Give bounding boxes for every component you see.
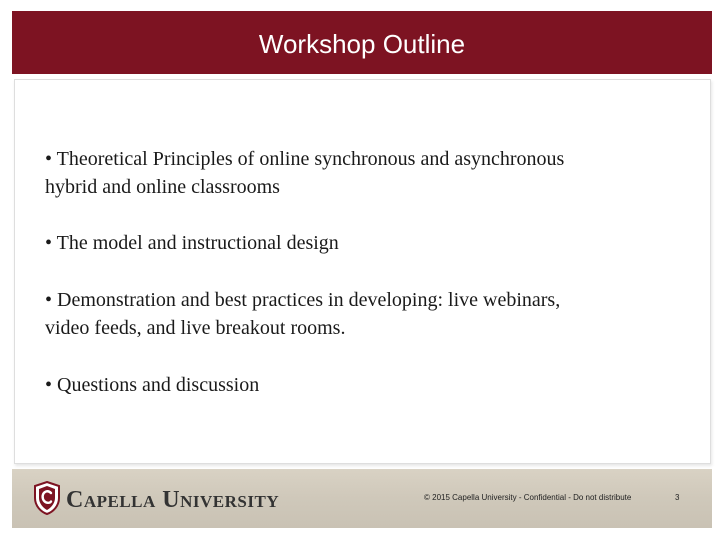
bullet-item: • Questions and discussion xyxy=(45,374,260,396)
capella-shield-icon xyxy=(34,481,60,515)
bullet-item: • Theoretical Principles of online synchronous and asynchronous hybrid and online classrooms xyxy=(45,148,565,198)
page-number: 3 xyxy=(675,493,680,502)
copyright-notice: © 2015 Capella University - Confidential - Do not distribute xyxy=(424,493,632,502)
bullet-list xyxy=(45,145,605,399)
footer-bar xyxy=(12,469,712,528)
content-box xyxy=(14,79,711,464)
university-name: Capella University xyxy=(66,487,280,513)
bullet-item: • The model and instructional design xyxy=(45,232,339,254)
bullet-item: • Demonstration and best practices in developing: live webinars, video feeds, and live breakout rooms. xyxy=(45,289,561,339)
slide-title: Workshop Outline xyxy=(258,29,466,59)
title-bar xyxy=(12,11,712,74)
